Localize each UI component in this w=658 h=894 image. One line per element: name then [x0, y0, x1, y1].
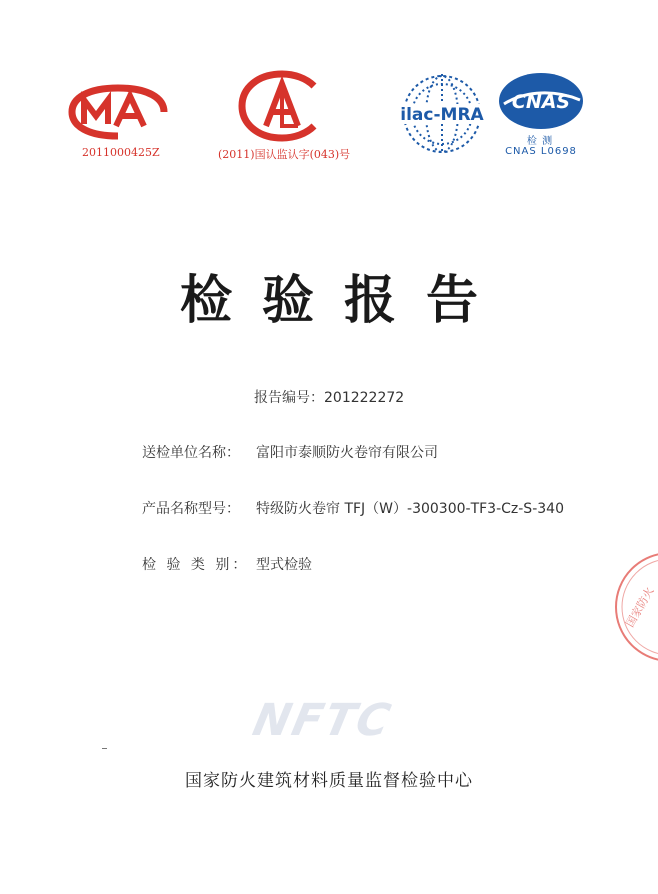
field-test-type	[142, 554, 312, 574]
cnas-caption-line2: CNAS L0698	[505, 146, 577, 157]
svg-text:CNAS: CNAS	[511, 91, 571, 113]
cma-mark-icon	[66, 84, 170, 140]
field-product-label: 产品名称型号：	[142, 501, 240, 517]
cnas-mark-icon	[496, 70, 586, 132]
cma-caption: 2011000425Z	[82, 146, 160, 159]
field-product	[142, 498, 564, 518]
scan-speck	[102, 748, 107, 749]
institution-name: 国家防火建筑材料质量监督检验中心	[185, 771, 473, 791]
field-client-value: 富阳市泰顺防火卷帘有限公司	[256, 445, 438, 461]
field-client-label: 送检单位名称：	[142, 445, 240, 461]
svg-text:ilac-MRA: ilac-MRA	[400, 105, 484, 125]
cal-caption: (2011)国认监认字(043)号	[218, 148, 351, 161]
svg-text:国家防火: 国家防火	[623, 584, 657, 630]
field-test-type-label: 检 验 类 别：	[142, 557, 250, 573]
cnas-caption-line1: 检 测	[526, 136, 554, 147]
report-title: 检验报告	[179, 270, 508, 331]
report-number: 报告编号：201222272	[254, 390, 405, 406]
field-product-value: 特级防火卷帘 TFJ（W）-300300-TF3-Cz-S-340	[256, 501, 564, 517]
field-client	[142, 442, 438, 462]
ilac-mra-icon	[396, 68, 488, 160]
cal-mark-icon	[236, 70, 328, 142]
official-seal-icon	[612, 548, 658, 666]
field-test-type-value: 型式检验	[256, 557, 312, 573]
nftc-watermark: NFTC	[248, 695, 397, 746]
